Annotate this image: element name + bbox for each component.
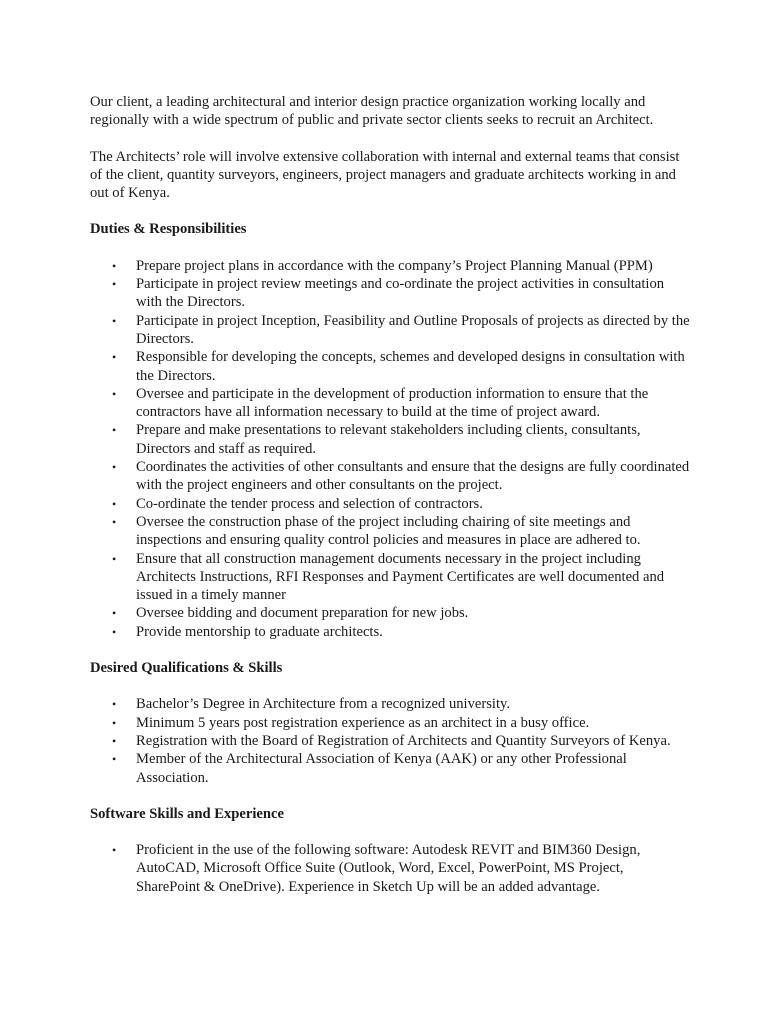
bullet-icon: • <box>112 843 117 858</box>
bullet-icon: • <box>112 551 117 566</box>
software-heading: Software Skills and Experience <box>90 805 284 822</box>
bullet-icon: • <box>112 606 117 621</box>
list-item: • Member of the Architectural Association of Kenya (AAK) or any other Professional Association. <box>112 751 627 786</box>
list-item: • Proficient in the use of the following software: Autodesk REVIT and BIM360 Design, AutoCAD, Microsoft Office Suite (Outlook, Word, Excel, PowerPoint, MS Project, SharePoint & OneDrive). Experience in Sketch Up will be an added advantage. <box>112 842 641 895</box>
list-item: • Participate in project Inception, Feasibility and Outline Proposals of projects as directed by the Directors. <box>112 312 690 347</box>
list-item: • Provide mentorship to graduate architects. <box>112 623 383 640</box>
list-item: • Prepare and make presentations to relevant stakeholders including clients, consultants, Directors and staff as required. <box>112 422 641 457</box>
list-item: • Minimum 5 years post registration experience as an architect in a busy office. <box>112 714 590 731</box>
list-item: • Co-ordinate the tender process and selection of contractors. <box>112 495 483 512</box>
duties-heading: Duties & Responsibilities <box>90 221 247 238</box>
list-item: • Registration with the Board of Registration of Architects and Quantity Surveyors of Kenya. <box>112 732 671 749</box>
bullet-icon: • <box>112 752 117 767</box>
document-page <box>90 93 690 914</box>
list-item: • Oversee and participate in the development of production information to ensure that the contractors have all information necessary to build at the time of project award. <box>112 385 649 421</box>
qualifications-list <box>90 695 690 786</box>
bullet-icon: • <box>112 496 117 511</box>
bullet-icon: • <box>112 715 117 730</box>
software-list <box>90 841 690 896</box>
list-item: • Bachelor’s Degree in Architecture from a recognized university. <box>112 696 511 713</box>
bullet-icon: • <box>112 313 117 328</box>
bullet-icon: • <box>112 460 117 475</box>
duties-list <box>90 257 690 641</box>
bullet-icon: • <box>112 258 117 273</box>
bullet-icon: • <box>112 733 117 748</box>
intro-paragraph-2: The Architects’ role will involve extensive collaboration with internal and external teams that consist of the client, quantity surveyors, engineers, project managers and graduate architects working in and out of Kenya. <box>90 148 680 202</box>
list-item: • Responsible for developing the concepts, schemes and developed designs in consultation with the Directors. <box>112 349 685 384</box>
list-item: • Oversee the construction phase of the project including chairing of site meetings and inspections and ensuring quality control policies and measures in place are adhered to. <box>112 513 641 549</box>
bullet-icon: • <box>112 277 117 292</box>
bullet-icon: • <box>112 423 117 438</box>
bullet-icon: • <box>112 697 117 712</box>
qualifications-heading: Desired Qualifications & Skills <box>90 660 283 677</box>
bullet-icon: • <box>112 514 117 529</box>
bullet-icon: • <box>112 386 117 401</box>
list-item: • Ensure that all construction management documents necessary in the project including Architects Instructions, RFI Responses and Payment Certificates are well documented and issued in a timely manner <box>112 550 665 604</box>
intro-paragraph-1: Our client, a leading architectural and interior design practice organization working locally and regionally with a wide spectrum of public and private sector clients seeks to recruit an Architect. <box>90 94 654 129</box>
list-item: • Coordinates the activities of other consultants and ensure that the designs are fully coordinated with the project engineers and other consultants on the project. <box>112 459 690 494</box>
list-item: • Prepare project plans in accordance with the company’s Project Planning Manual (PPM) <box>112 257 653 274</box>
list-item: • Participate in project review meetings and co-ordinate the project activities in consultation with the Directors. <box>112 276 665 311</box>
bullet-icon: • <box>112 624 117 639</box>
list-item: • Oversee bidding and document preparation for new jobs. <box>112 605 469 622</box>
bullet-icon: • <box>112 350 117 365</box>
